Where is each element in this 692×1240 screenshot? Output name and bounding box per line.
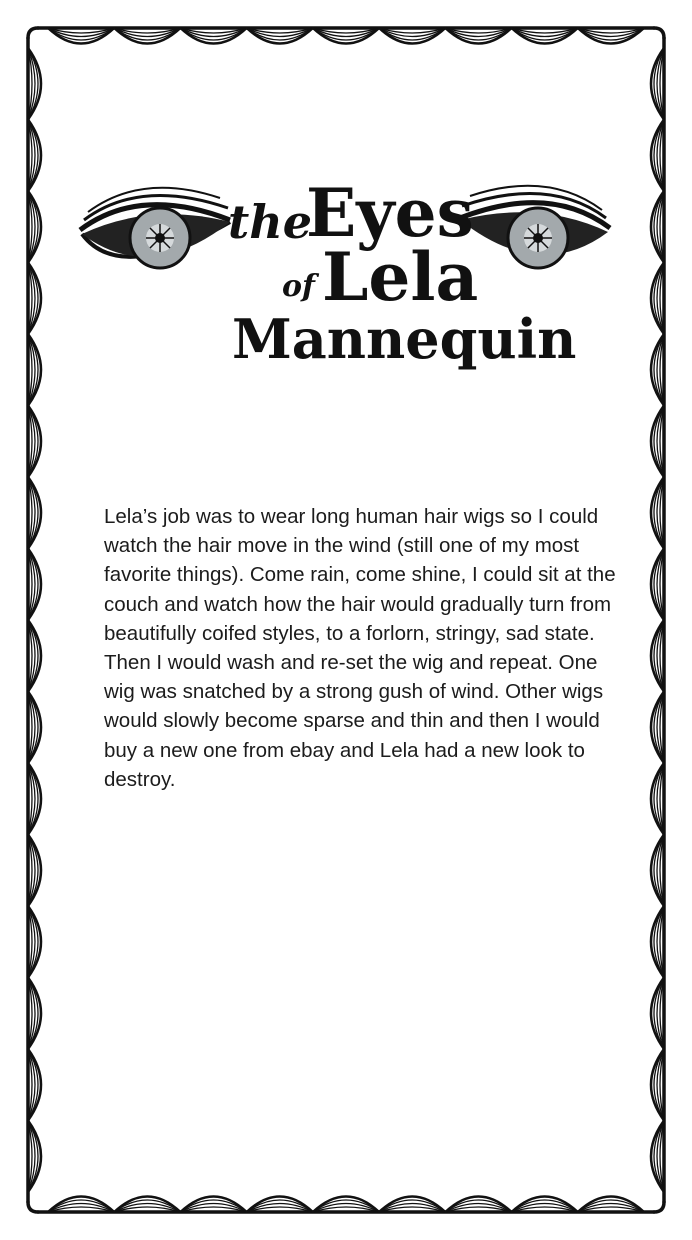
title-of: of xyxy=(282,269,315,304)
title-logo xyxy=(60,150,640,390)
title-eyes: Eyes xyxy=(306,174,474,252)
title-the: the xyxy=(228,195,312,249)
title-mannequin: Mannequin xyxy=(232,307,577,371)
title-lela: Lela xyxy=(322,238,479,316)
story-paragraph: Lela’s job was to wear long human hair wigs so I could watch the hair move in the wind (still one of my most favorite things). Come rain, come shine, I could sit at the couch and watch how the hair would gradually turn from beautifully coifed styles, to a forlorn, stringy, sad state. Then I would wash and re-set the wig and repeat. One wig was snatched by a strong gush of wind. Other wigs would slowly become sparse and thin and then I would buy a new one from ebay and Lela had a new look to destroy. xyxy=(104,505,616,791)
left-eye-illustration xyxy=(80,188,230,268)
right-eye-illustration xyxy=(460,186,610,268)
